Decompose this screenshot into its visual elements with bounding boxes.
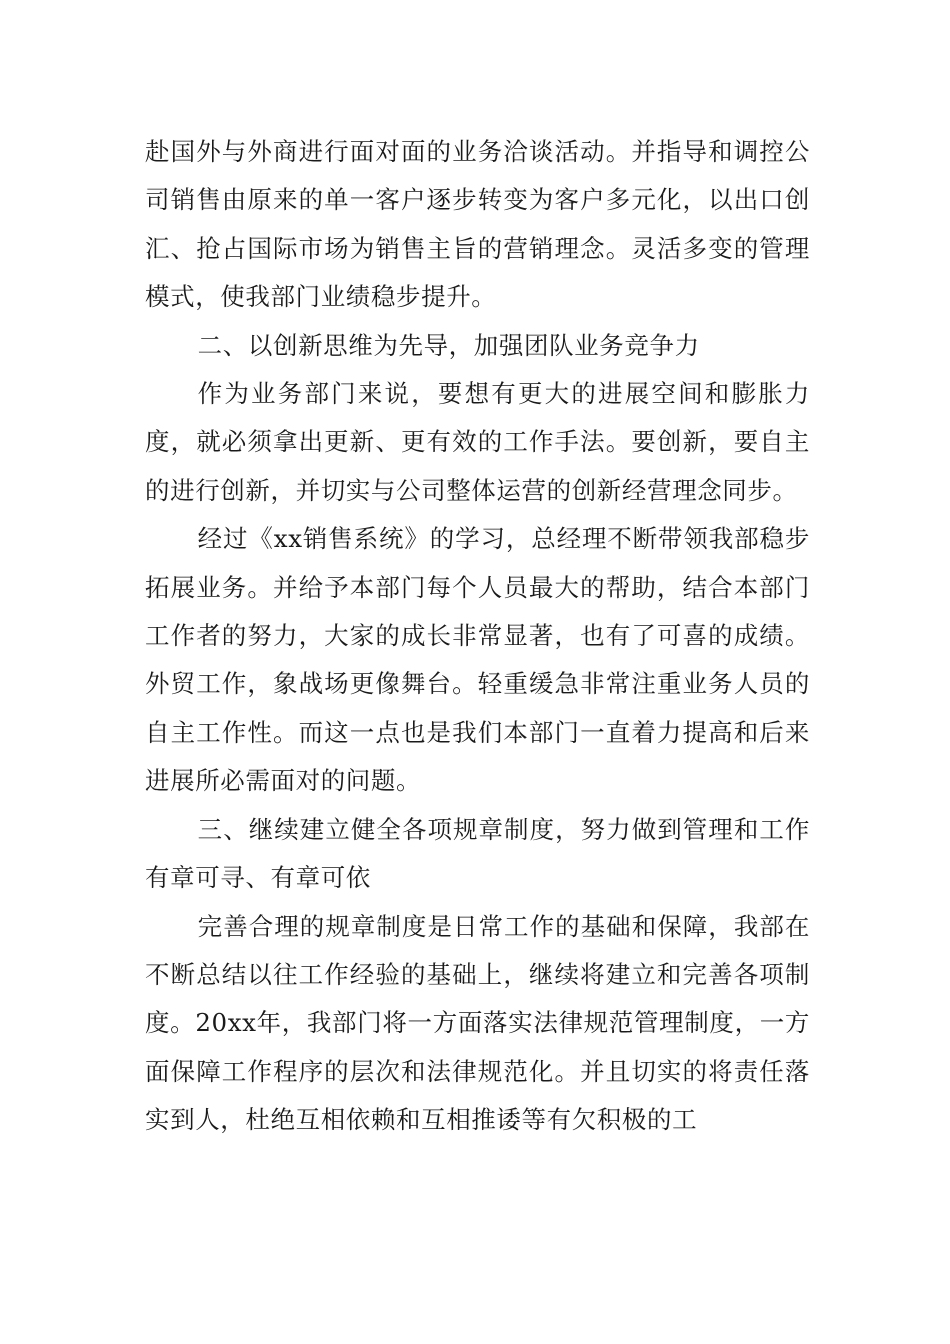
- section-heading-2: 二、以创新思维为先导，加强团队业务竞争力: [197, 330, 700, 360]
- continuation-paragraph: 赴国外与外商进行面对面的业务洽谈活动。并指导和调控公司销售由原来的单一客户逐步转变为客户多元化，以出口创汇、抢占国际市场为销售主旨的营销理念。灵活多变的管理模式，使我部门业绩稳步提升。: [145, 137, 810, 312]
- body-paragraph: 作为业务部门来说，要想有更大的进展空间和膨胀力度，就必须拿出更新、更有效的工作手法。要创新，要自主的进行创新，并切实与公司整体运营的创新经营理念同步。: [145, 379, 810, 505]
- body-paragraph: 经过《xx销售系统》的学习，总经理不断带领我部稳步拓展业务。并给予本部门每个人员最大的帮助，结合本部门工作者的努力，大家的成长非常显著，也有了可喜的成绩。外贸工作，象战场更像舞台。轻重缓急非常注重业务人员的自主工作性。而这一点也是我们本部门一直着力提高和后来进展所必需面对的问题。: [145, 524, 810, 796]
- section-heading-3: 三、继续建立健全各项规章制度，努力做到管理和工作有章可寻、有章可依: [145, 814, 810, 893]
- body-paragraph: 完善合理的规章制度是日常工作的基础和保障，我部在不断总结以往工作经验的基础上，继续将建立和完善各项制度。20xx年，我部门将一方面落实法律规范管理制度，一方面保障工作程序的层次和法律规范化。并且切实的将责任落实到人，杜绝互相依赖和互相推诿等有欠积极的工: [145, 911, 810, 1135]
- document-body: [145, 128, 810, 1145]
